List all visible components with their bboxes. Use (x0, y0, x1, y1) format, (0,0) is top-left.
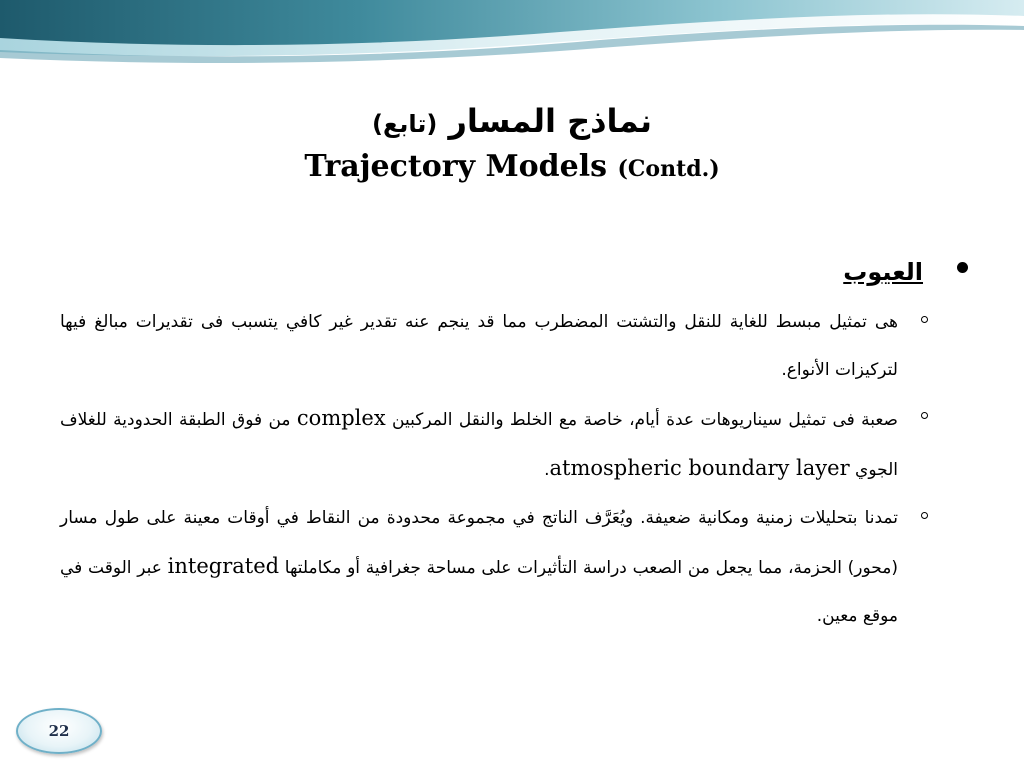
sub-item-list (60, 298, 968, 640)
item-text: عبر الوقت في موقع معين. (60, 558, 898, 626)
wave-banner (0, 0, 1024, 70)
title-english (0, 147, 1024, 189)
title-arabic-paren: (تابع) (371, 110, 438, 138)
title-english-main: Trajectory Models (304, 149, 608, 184)
item-text: تمدنا بتحليلات زمنية ومكانية ضعيفة. ويُعَرَّف الناتج في مجموعة محدودة من النقاط في أوقات معينة على طول مسار (محور) الحزمة، مما يجعل من الصعب دراسة التأثيرات على مساحة جغرافية أو مكاملتها (60, 508, 898, 578)
english-term: integrated (167, 554, 280, 578)
english-term: atmospheric boundary layer (549, 456, 850, 480)
item-text: . (544, 460, 550, 480)
title-arabic (0, 100, 1024, 145)
disadvantages-section (60, 252, 968, 640)
english-term: complex (296, 406, 386, 430)
section-heading-row (60, 252, 968, 298)
title-arabic-main: نماذج المسار (448, 102, 653, 140)
page-number: 22 (48, 722, 70, 740)
item-text: صعبة فى تمثيل سيناريوهات عدة أيام، خاصة مع الخلط والنقل المركبين (385, 410, 898, 430)
circle-bullet-icon (921, 412, 928, 419)
slide-title (0, 100, 1024, 189)
item-text: من فوق الطبقة الحدودية للغلاف الجوي (60, 410, 898, 480)
sub-item (60, 494, 968, 640)
title-english-paren: (Contd.) (617, 156, 720, 182)
page-number-badge (16, 708, 102, 754)
item-text: هى تمثيل مبسط للغاية للنقل والتشتت المضطرب مما قد ينجم عنه تقدير غير كافي يتسبب فى تقديرات مبالغ فيها لتركيزات الأنواع. (60, 312, 898, 380)
circle-bullet-icon (921, 316, 928, 323)
circle-bullet-icon (921, 512, 928, 519)
bullet-icon (957, 262, 968, 273)
sub-item (60, 394, 968, 494)
section-heading: العيوب (843, 258, 923, 286)
sub-item (60, 298, 968, 394)
